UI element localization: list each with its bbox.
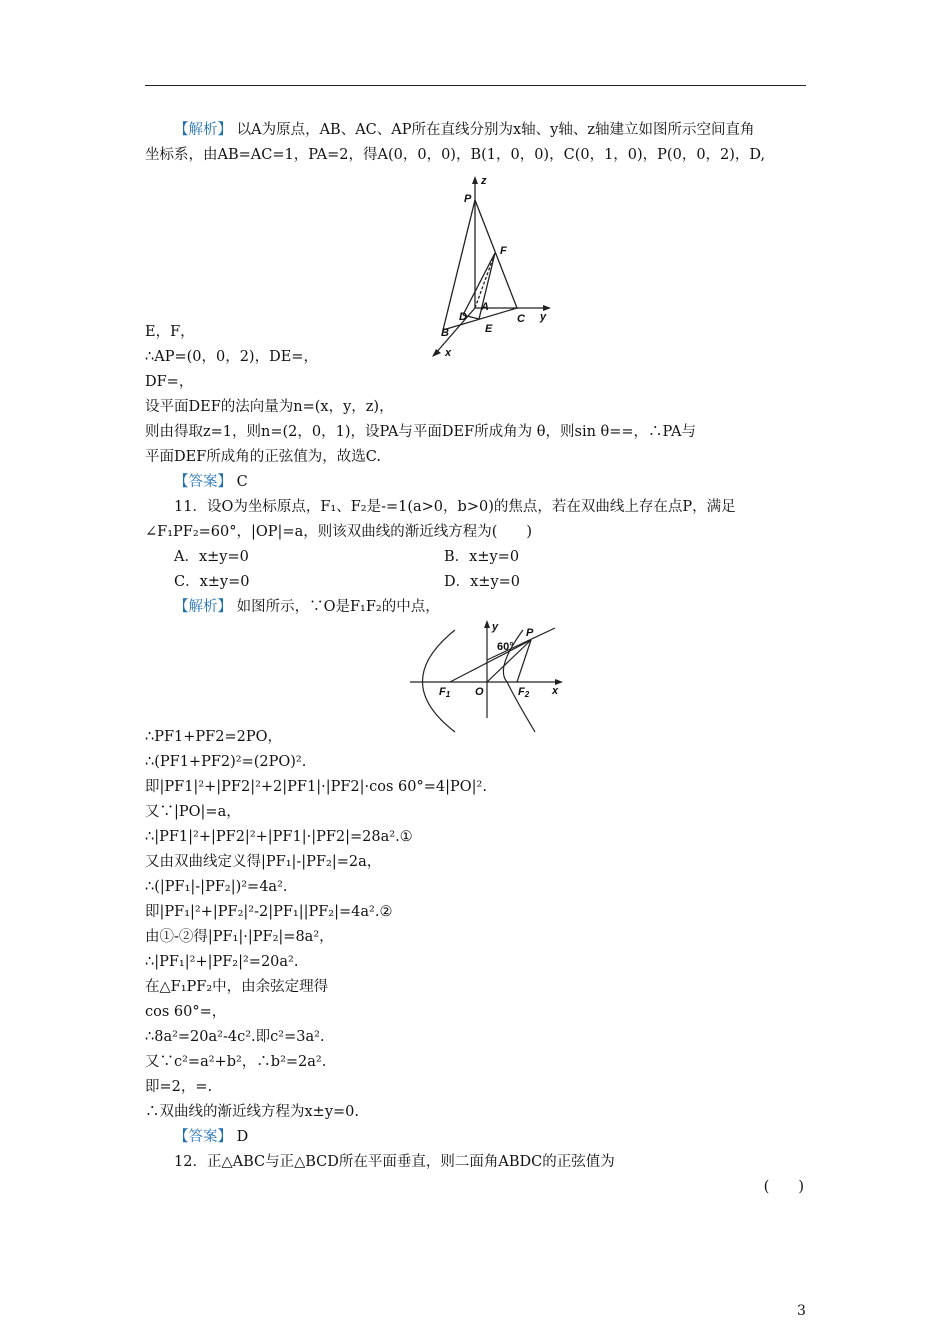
analysis-tag: 【解析】 bbox=[174, 122, 232, 138]
label-F2 bbox=[518, 686, 530, 699]
text-line: 又∵c²=a²+b²，∴b²=2a². bbox=[145, 1054, 327, 1070]
text-line: 即|PF1|²+|PF2|²+2|PF1|·|PF2|·cos 60°=4|PO|². bbox=[145, 779, 487, 795]
text-line: ∴PF1+PF2=2PO， bbox=[145, 729, 282, 745]
text-line: ∴|PF₁|²+|PF₂|²=20a². bbox=[145, 954, 299, 970]
label-F: F bbox=[500, 245, 507, 257]
text-line: cos 60°=， bbox=[145, 1004, 227, 1020]
text-line: 又由双曲线定义得|PF₁|-|PF₂|=2a， bbox=[145, 854, 382, 870]
label-B: B bbox=[441, 327, 449, 339]
edge-AF bbox=[475, 253, 495, 308]
answer-blank: ( ) bbox=[763, 1179, 804, 1195]
text-line: 在△F₁PF₂中，由余弦定理得 bbox=[145, 979, 329, 995]
answer-value: C bbox=[232, 474, 248, 490]
label-P: P bbox=[464, 193, 472, 205]
analysis-tag: 【解析】 bbox=[174, 599, 232, 615]
figure-hyperbola-svg bbox=[145, 620, 806, 725]
label-x: x bbox=[552, 685, 559, 697]
option-a: A．x±y=0 bbox=[174, 549, 249, 565]
text-line: 即=2，=. bbox=[145, 1079, 213, 1095]
label-A: A bbox=[481, 301, 489, 313]
text-line: ∴(|PF₁|-|PF₂|)²=4a². bbox=[145, 879, 288, 895]
text-line: 以A为原点，AB、AC、AP所在直线分别为x轴、y轴、z轴建立如图所示空间直角 bbox=[232, 122, 755, 138]
label-F2-main: F bbox=[518, 686, 525, 698]
text-line: ∴(PF1+PF2)²=(2PO)². bbox=[145, 754, 307, 770]
label-D: D bbox=[459, 311, 467, 323]
text-line: 坐标系，由AB=AC=1，PA=2，得A(0，0，0)，B(1，0，0)，C(0，1，0)，P(0，0，2)，D, bbox=[145, 147, 766, 163]
label-E: E bbox=[485, 323, 493, 335]
text-line: ∠F₁PF₂=60°，|OP|=a，则该双曲线的渐近线方程为( ) bbox=[145, 524, 533, 540]
label-F2-sub: 2 bbox=[524, 690, 530, 699]
label-F1-sub: 1 bbox=[445, 690, 451, 699]
label-y: y bbox=[540, 311, 547, 323]
text-line: 又∵|PO|=a， bbox=[145, 804, 241, 820]
answer-line bbox=[145, 1125, 806, 1150]
answer-tag: 【答案】 bbox=[174, 474, 232, 490]
option-d: D．x±y=0 bbox=[444, 574, 521, 590]
text-line: 如图所示，∵O是F₁F₂的中点， bbox=[232, 599, 440, 615]
text-line: DF=， bbox=[145, 374, 194, 390]
option-c: C．x±y=0 bbox=[174, 574, 250, 590]
text-line: 则由得取z=1，则n=(2，0，1)，设PA与平面DEF所成角为 θ，则sin θ==，∴PA与 bbox=[145, 424, 696, 440]
y-arrow-icon bbox=[484, 620, 490, 628]
answer-value: D bbox=[232, 1129, 249, 1145]
text-line: ∴AP=(0，0，2)，DE=， bbox=[145, 349, 318, 365]
question-12: 12．正△ABC与正△BCD所在平面垂直，则二面角ABDC的正弦值为 bbox=[174, 1154, 615, 1170]
analysis-line bbox=[145, 118, 806, 143]
label-x: x bbox=[445, 347, 452, 359]
text-line: 平面DEF所成角的正弦值为，故选C. bbox=[145, 449, 381, 465]
label-C: C bbox=[517, 313, 525, 325]
text-line: 设平面DEF的法向量为n=(x，y，z)， bbox=[145, 399, 394, 415]
options-row-1 bbox=[145, 545, 806, 570]
label-z: z bbox=[481, 175, 487, 187]
text-line: ∴双曲线的渐近线方程为x±y=0. bbox=[145, 1104, 360, 1120]
text-line: E，F， bbox=[145, 324, 195, 340]
document-body bbox=[145, 118, 806, 1200]
answer-line bbox=[145, 470, 806, 495]
options-row-2 bbox=[145, 570, 806, 595]
header-rule bbox=[145, 85, 806, 86]
answer-tag: 【答案】 bbox=[174, 1129, 232, 1145]
page-number: 3 bbox=[797, 1303, 806, 1319]
text-line: 由①-②得|PF₁|·|PF₂|=8a²， bbox=[145, 929, 334, 945]
text-line: ∴|PF1|²+|PF2|²+|PF1|·|PF2|=28a².① bbox=[145, 829, 413, 845]
analysis-line bbox=[145, 595, 806, 620]
question-11: 11．设O为坐标原点，F₁、F₂是-=1(a>0，b>0)的焦点，若在双曲线上存在点P，满足 bbox=[174, 499, 736, 515]
label-y: y bbox=[492, 621, 499, 633]
left-branch bbox=[423, 630, 456, 732]
angle-label: 60° bbox=[497, 641, 514, 653]
label-P: P bbox=[526, 627, 534, 639]
text-line: 即|PF₁|²+|PF₂|²-2|PF₁||PF₂|=4a².② bbox=[145, 904, 393, 920]
label-F1-main: F bbox=[439, 686, 446, 698]
label-O: O bbox=[475, 686, 484, 698]
z-arrow-icon bbox=[472, 176, 478, 184]
edge-DF bbox=[463, 253, 495, 315]
label-F1 bbox=[439, 686, 451, 699]
option-b: B．x±y=0 bbox=[444, 549, 520, 565]
text-line: ∴8a²=20a²-4c².即c²=3a². bbox=[145, 1029, 325, 1045]
figure-hyperbola bbox=[145, 620, 806, 725]
